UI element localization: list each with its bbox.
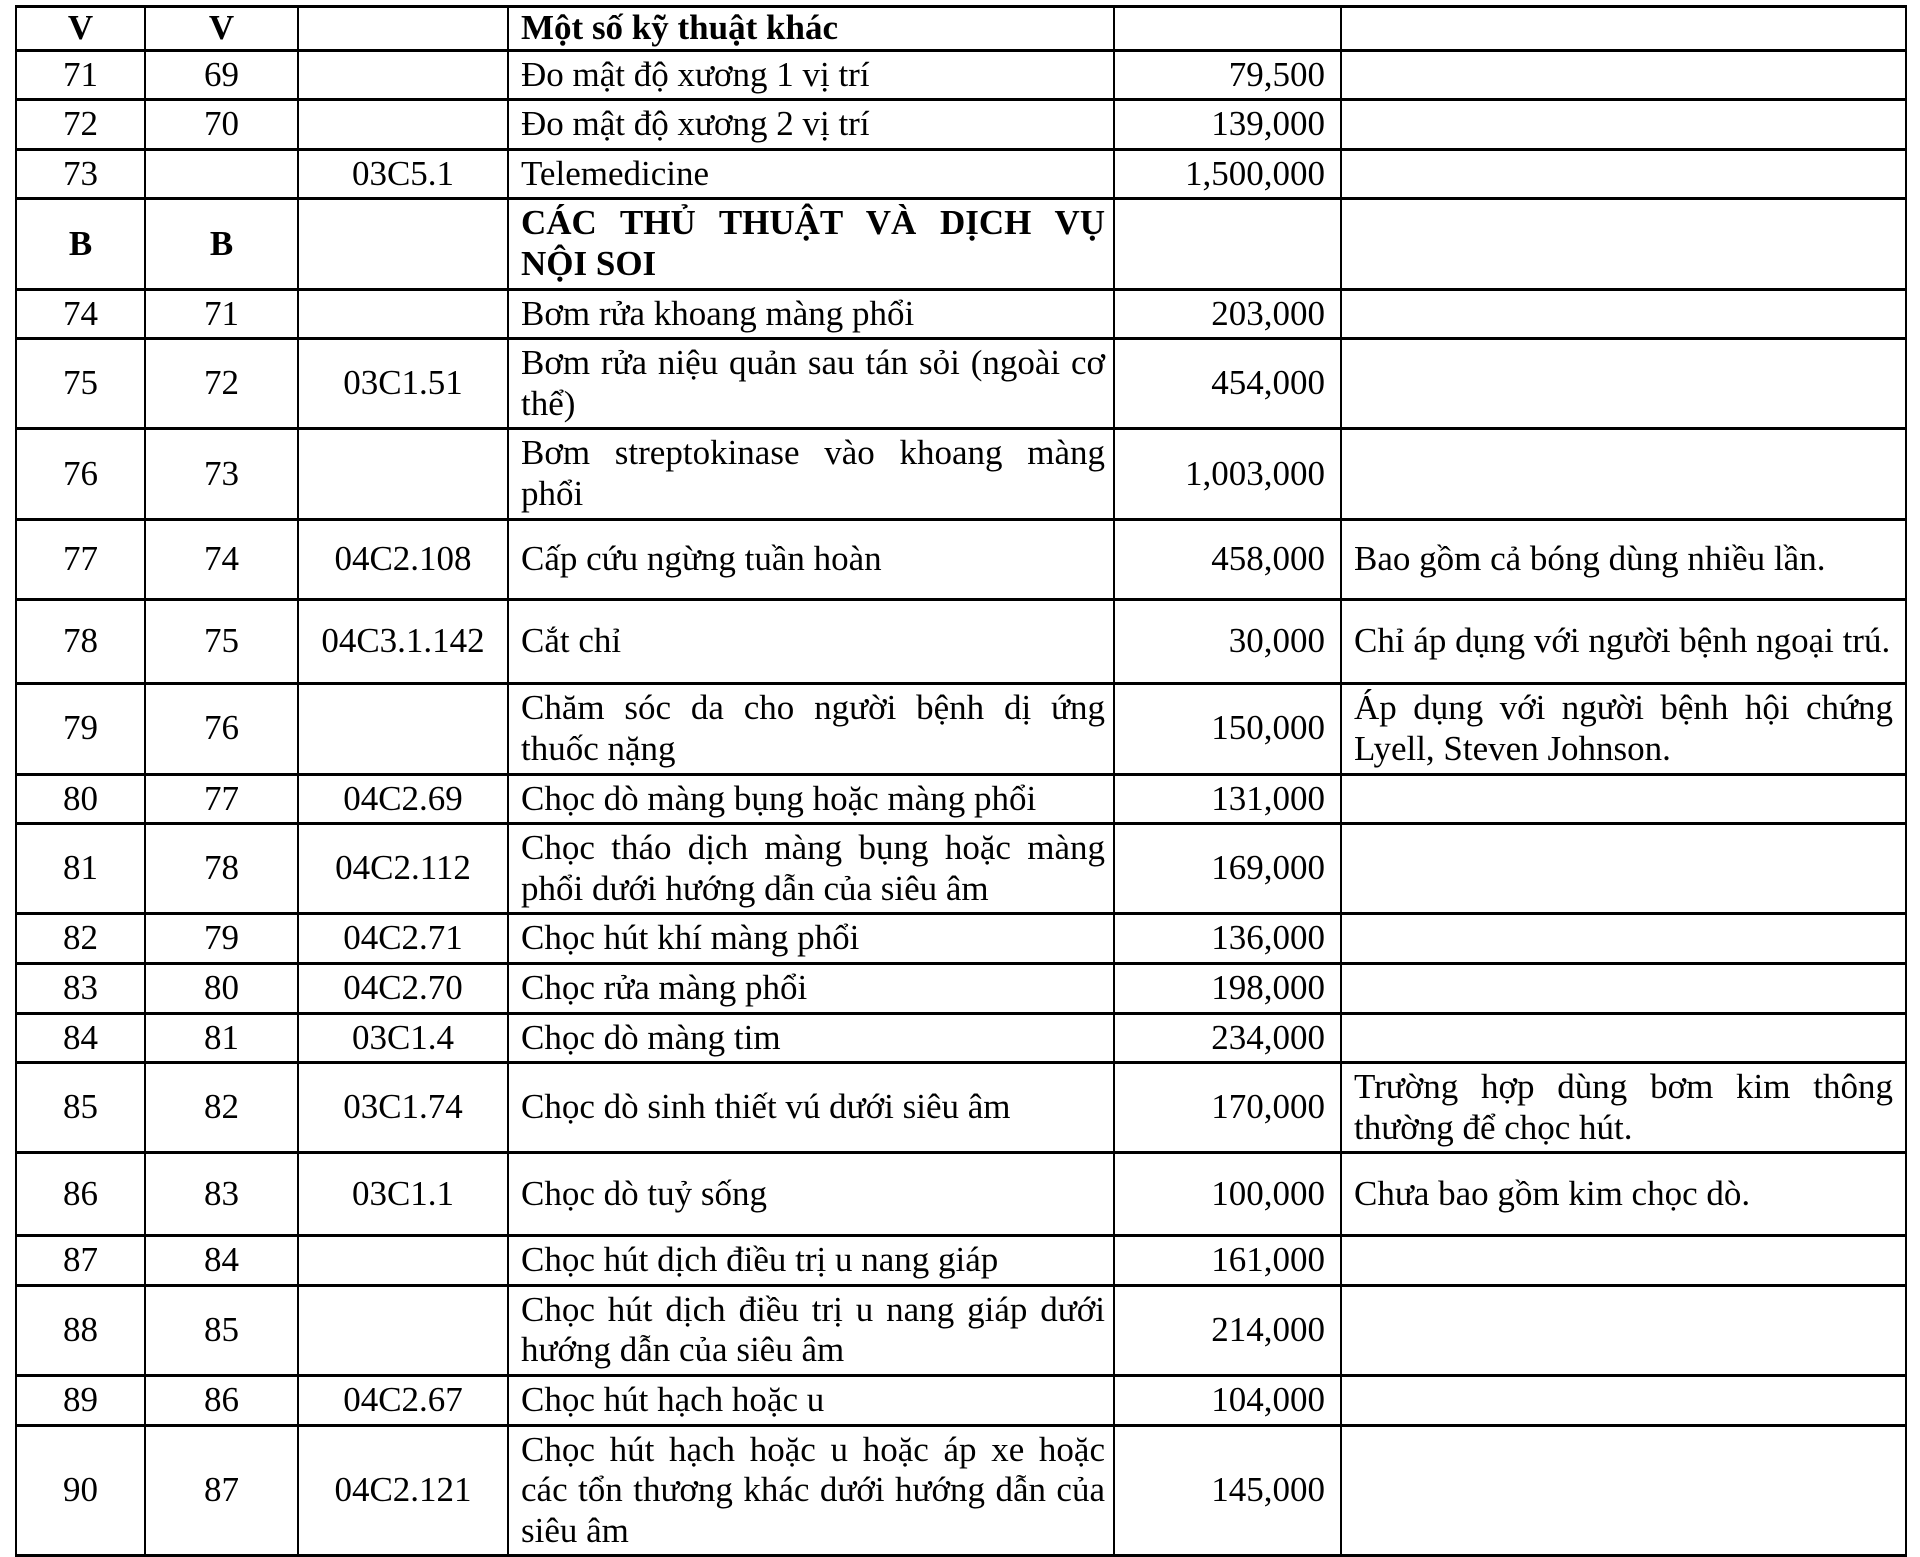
cell-stt: 71 (16, 50, 145, 100)
cell-stt2: 72 (145, 339, 298, 429)
cell-service-name: Telemedicine (508, 149, 1114, 199)
cell-note: Áp dụng với người bệnh hội chứng Lyell, Steven Johnson. (1341, 683, 1906, 774)
cell-service-code: 04C2.70 (298, 963, 508, 1013)
cell-note (1341, 1376, 1906, 1426)
cell-service-code (298, 50, 508, 100)
cell-price: 145,000 (1114, 1425, 1341, 1556)
cell-price: 79,500 (1114, 50, 1341, 100)
cell-note (1341, 50, 1906, 100)
cell-price: 30,000 (1114, 599, 1341, 683)
cell-stt: 82 (16, 914, 145, 964)
cell-note (1341, 824, 1906, 914)
cell-service-code (298, 100, 508, 150)
cell-service-code (298, 289, 508, 339)
cell-service-code (298, 683, 508, 774)
cell-note (1341, 149, 1906, 199)
cell-stt2 (145, 149, 298, 199)
cell-note (1341, 100, 1906, 150)
header-cell-stt2: V (145, 7, 298, 51)
medical-services-price-table (15, 5, 1907, 1557)
cell-note (1341, 339, 1906, 429)
cell-price: 161,000 (1114, 1236, 1341, 1286)
cell-note: Bao gồm cả bóng dùng nhiều lần. (1341, 519, 1906, 599)
cell-service-code (298, 199, 508, 289)
cell-service-name: Chăm sóc da cho người bệnh dị ứng thuốc nặng (508, 683, 1114, 774)
header-cell-code (298, 7, 508, 51)
cell-service-name: Chọc dò tuỷ sống (508, 1153, 1114, 1236)
cell-stt2: 80 (145, 963, 298, 1013)
cell-note (1341, 774, 1906, 824)
cell-stt2: 71 (145, 289, 298, 339)
cell-stt: 84 (16, 1013, 145, 1063)
table-body (16, 50, 1906, 1556)
table-row (16, 1376, 1906, 1426)
cell-note (1341, 1236, 1906, 1286)
cell-stt2: 73 (145, 429, 298, 519)
cell-price: 1,003,000 (1114, 429, 1341, 519)
cell-stt: 83 (16, 963, 145, 1013)
cell-price: 198,000 (1114, 963, 1341, 1013)
cell-service-code: 04C2.108 (298, 519, 508, 599)
cell-stt: 86 (16, 1153, 145, 1236)
header-cell-price (1114, 7, 1341, 51)
table-row (16, 774, 1906, 824)
cell-stt2: 86 (145, 1376, 298, 1426)
table-row (16, 149, 1906, 199)
cell-stt: 85 (16, 1063, 145, 1153)
cell-stt: 87 (16, 1236, 145, 1286)
cell-service-name: Chọc hút hạch hoặc u (508, 1376, 1114, 1426)
cell-service-code: 03C1.1 (298, 1153, 508, 1236)
cell-stt2: 81 (145, 1013, 298, 1063)
cell-service-name: Chọc hút dịch điều trị u nang giáp dưới hướng dẫn của siêu âm (508, 1285, 1114, 1375)
cell-stt2: 70 (145, 100, 298, 150)
cell-note (1341, 199, 1906, 289)
cell-service-code: 04C2.71 (298, 914, 508, 964)
cell-service-name: Chọc tháo dịch màng bụng hoặc màng phổi dưới hướng dẫn của siêu âm (508, 824, 1114, 914)
cell-service-code (298, 429, 508, 519)
cell-service-name: Chọc dò màng tim (508, 1013, 1114, 1063)
cell-service-code: 04C2.69 (298, 774, 508, 824)
table-row (16, 199, 1906, 289)
cell-note (1341, 1285, 1906, 1375)
table-row (16, 339, 1906, 429)
document-page (0, 5, 1920, 1550)
cell-service-name: Đo mật độ xương 2 vị trí (508, 100, 1114, 150)
cell-service-name: Chọc hút hạch hoặc u hoặc áp xe hoặc các tổn thương khác dưới hướng dẫn của siêu âm (508, 1425, 1114, 1556)
cell-stt: 78 (16, 599, 145, 683)
cell-price: 454,000 (1114, 339, 1341, 429)
cell-price: 169,000 (1114, 824, 1341, 914)
cell-service-name: Cắt chỉ (508, 599, 1114, 683)
cell-stt2: 77 (145, 774, 298, 824)
cell-price: 104,000 (1114, 1376, 1341, 1426)
cell-service-code: 04C2.112 (298, 824, 508, 914)
table-row (16, 1425, 1906, 1556)
table-header (16, 7, 1906, 51)
table-row (16, 683, 1906, 774)
cell-price: 214,000 (1114, 1285, 1341, 1375)
cell-price: 150,000 (1114, 683, 1341, 774)
cell-stt: 76 (16, 429, 145, 519)
table-row (16, 100, 1906, 150)
cell-stt2: 82 (145, 1063, 298, 1153)
cell-price (1114, 199, 1341, 289)
table-row (16, 1013, 1906, 1063)
cell-service-name: Chọc hút dịch điều trị u nang giáp (508, 1236, 1114, 1286)
cell-service-name: Cấp cứu ngừng tuần hoàn (508, 519, 1114, 599)
cell-stt: 79 (16, 683, 145, 774)
table-row (16, 1153, 1906, 1236)
table-row (16, 1236, 1906, 1286)
cell-stt: 75 (16, 339, 145, 429)
cell-stt: B (16, 199, 145, 289)
cell-service-code (298, 1236, 508, 1286)
header-cell-note (1341, 7, 1906, 51)
cell-price: 203,000 (1114, 289, 1341, 339)
cell-price: 1,500,000 (1114, 149, 1341, 199)
cell-service-name: Chọc dò sinh thiết vú dưới siêu âm (508, 1063, 1114, 1153)
table-row (16, 599, 1906, 683)
table-row (16, 519, 1906, 599)
cell-service-code: 04C2.121 (298, 1425, 508, 1556)
cell-service-code: 03C1.74 (298, 1063, 508, 1153)
cell-service-code: 03C5.1 (298, 149, 508, 199)
cell-stt: 72 (16, 100, 145, 150)
table-row (16, 289, 1906, 339)
table-row (16, 963, 1906, 1013)
cell-stt: 81 (16, 824, 145, 914)
table-row (16, 1063, 1906, 1153)
table-row (16, 914, 1906, 964)
cell-note: Chỉ áp dụng với người bệnh ngoại trú. (1341, 599, 1906, 683)
cell-stt: 89 (16, 1376, 145, 1426)
cell-price: 100,000 (1114, 1153, 1341, 1236)
cell-service-name: Bơm rửa niệu quản sau tán sỏi (ngoài cơ thể) (508, 339, 1114, 429)
cell-service-name: Bơm rửa khoang màng phổi (508, 289, 1114, 339)
cell-note (1341, 289, 1906, 339)
cell-price: 234,000 (1114, 1013, 1341, 1063)
cell-price: 131,000 (1114, 774, 1341, 824)
cell-price: 170,000 (1114, 1063, 1341, 1153)
cell-note: Trường hợp dùng bơm kim thông thường để chọc hút. (1341, 1063, 1906, 1153)
table-row (16, 1285, 1906, 1375)
cell-stt: 74 (16, 289, 145, 339)
header-row (16, 7, 1906, 51)
cell-note (1341, 914, 1906, 964)
cell-stt2: 76 (145, 683, 298, 774)
cell-stt2: 75 (145, 599, 298, 683)
cell-note (1341, 429, 1906, 519)
cell-stt2: 83 (145, 1153, 298, 1236)
cell-stt2: 79 (145, 914, 298, 964)
cell-stt2: 78 (145, 824, 298, 914)
cell-price: 139,000 (1114, 100, 1341, 150)
cell-service-code: 03C1.4 (298, 1013, 508, 1063)
cell-stt2: 85 (145, 1285, 298, 1375)
header-cell-stt: V (16, 7, 145, 51)
cell-service-name: Chọc rửa màng phổi (508, 963, 1114, 1013)
table-row (16, 50, 1906, 100)
table-row (16, 824, 1906, 914)
cell-service-code (298, 1285, 508, 1375)
cell-stt: 80 (16, 774, 145, 824)
header-cell-name: Một số kỹ thuật khác (508, 7, 1114, 51)
cell-stt: 77 (16, 519, 145, 599)
cell-stt2: B (145, 199, 298, 289)
cell-service-code: 04C2.67 (298, 1376, 508, 1426)
cell-service-name: Đo mật độ xương 1 vị trí (508, 50, 1114, 100)
table-row (16, 429, 1906, 519)
cell-stt2: 74 (145, 519, 298, 599)
cell-note: Chưa bao gồm kim chọc dò. (1341, 1153, 1906, 1236)
cell-note (1341, 1013, 1906, 1063)
cell-service-code: 04C3.1.142 (298, 599, 508, 683)
cell-stt: 88 (16, 1285, 145, 1375)
cell-service-name: CÁC THỦ THUẬT VÀ DỊCH VỤ NỘI SOI (508, 199, 1114, 289)
cell-price: 458,000 (1114, 519, 1341, 599)
cell-service-code: 03C1.51 (298, 339, 508, 429)
cell-note (1341, 963, 1906, 1013)
cell-stt: 73 (16, 149, 145, 199)
cell-service-name: Chọc hút khí màng phổi (508, 914, 1114, 964)
cell-stt2: 84 (145, 1236, 298, 1286)
cell-service-name: Bơm streptokinase vào khoang màng phổi (508, 429, 1114, 519)
cell-service-name: Chọc dò màng bụng hoặc màng phổi (508, 774, 1114, 824)
cell-stt: 90 (16, 1425, 145, 1556)
cell-price: 136,000 (1114, 914, 1341, 964)
cell-note (1341, 1425, 1906, 1556)
cell-stt2: 69 (145, 50, 298, 100)
cell-stt2: 87 (145, 1425, 298, 1556)
